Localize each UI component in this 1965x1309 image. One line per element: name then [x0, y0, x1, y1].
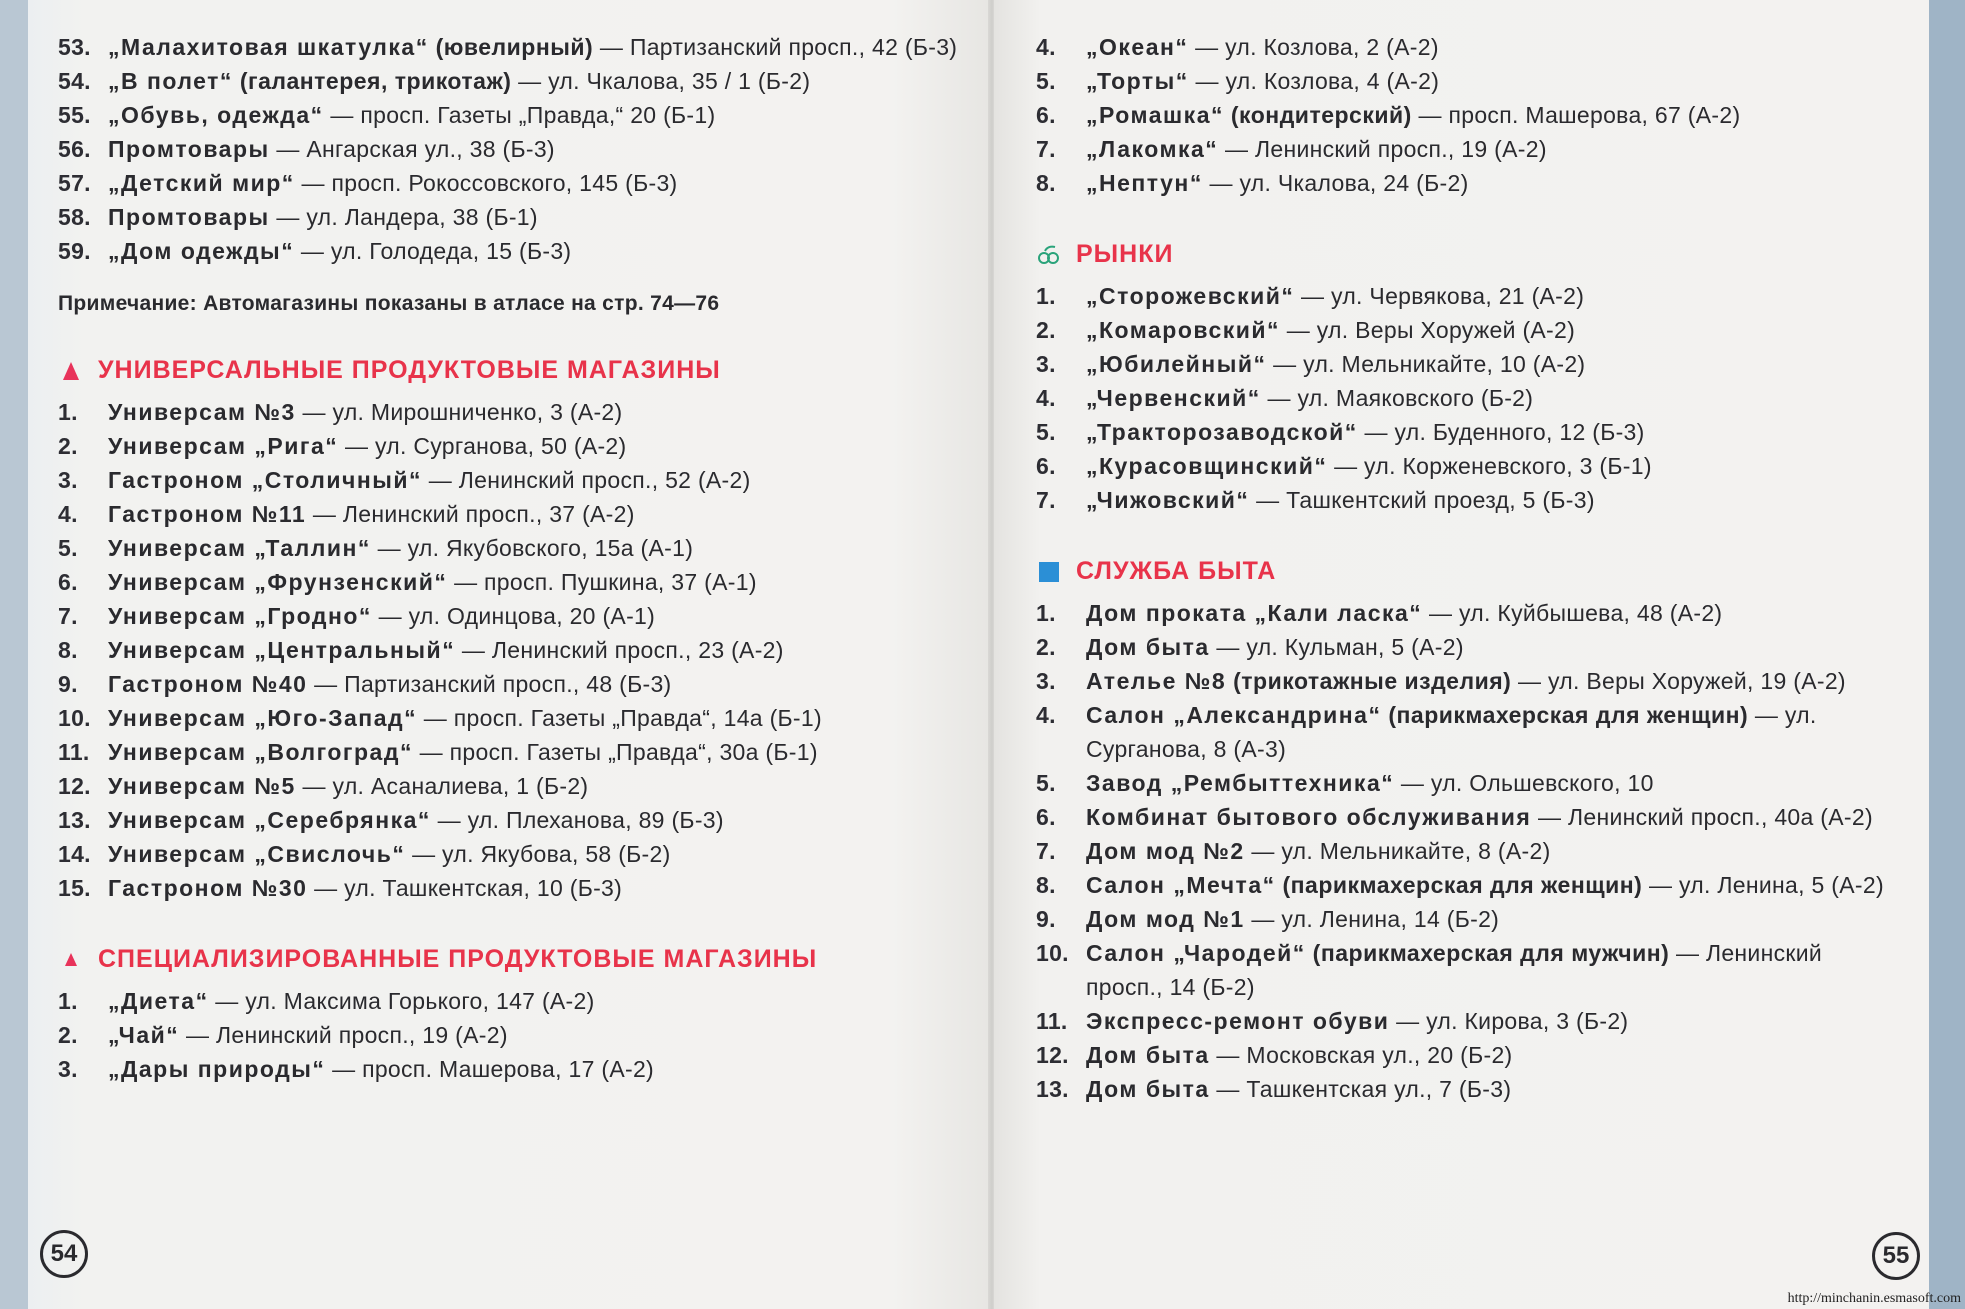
item-address: — Ленинский просп., 52 (А-2) [422, 467, 751, 493]
item-address: — Ташкентский проезд, 5 (Б-3) [1249, 487, 1595, 513]
item-text [1086, 800, 1905, 834]
item-name: Дом быта [1086, 1042, 1210, 1068]
item-number: 5. [1036, 770, 1056, 796]
item-number: 3. [58, 1056, 78, 1082]
item-name: Комбинат бытового обслуживания [1086, 804, 1532, 830]
item-address: — ул. Буденного, 12 (Б-3) [1357, 419, 1645, 445]
item-text [1086, 166, 1905, 200]
list-item [58, 166, 964, 200]
item-name: „Дары природы“ [108, 1056, 326, 1082]
item-number: 58. [58, 204, 91, 230]
item-text [108, 984, 964, 1018]
item-address: — ул. Ленина, 5 (А-2) [1642, 872, 1884, 898]
item-text [108, 599, 964, 633]
item-text [1086, 936, 1905, 1004]
item-name: „Диета“ [108, 988, 209, 1014]
triangle-icon [58, 362, 84, 380]
item-name: Дом проката „Кали ласка“ [1086, 600, 1423, 626]
item-text [1086, 381, 1905, 415]
item-address: — ул. Корженевского, 3 (Б-1) [1327, 453, 1652, 479]
section-title-services [1036, 557, 1905, 586]
list-item [58, 735, 964, 769]
list-item [1036, 347, 1905, 381]
item-number: 1. [1036, 600, 1056, 626]
item-note: (кондитерский) [1224, 102, 1412, 128]
item-text [108, 735, 964, 769]
item-address: — Партизанский просп., 42 (Б-3) [593, 34, 958, 60]
item-text [1086, 313, 1905, 347]
item-text [1086, 1004, 1905, 1038]
item-note: (парикмахерская для женщин) [1275, 872, 1643, 898]
item-note: (трикотажные изделия) [1226, 668, 1512, 694]
list-item [1036, 415, 1905, 449]
item-name: Завод „Рембыттехника“ [1086, 770, 1395, 796]
item-address: — ул. Веры Хоружей (А-2) [1280, 317, 1576, 343]
item-name: „Ромашка“ [1086, 102, 1224, 128]
item-number: 15. [58, 875, 91, 901]
list-item [58, 633, 964, 667]
item-number: 7. [1036, 136, 1056, 162]
item-name: Универсам „Центральный“ [108, 637, 456, 663]
list-item [58, 667, 964, 701]
item-name: „Лакомка“ [1086, 136, 1219, 162]
square-icon [1036, 562, 1062, 582]
item-name: Дом быта [1086, 634, 1210, 660]
item-number: 11. [1036, 1008, 1068, 1034]
item-name: Дом быта [1086, 1076, 1210, 1102]
item-name: Универсам „Рига“ [108, 433, 339, 459]
item-number: 6. [58, 569, 78, 595]
item-address: — ул. Куйбышева, 48 (А-2) [1422, 600, 1723, 626]
item-name: Универсам „Юго-Запад“ [108, 705, 418, 731]
list-item [58, 803, 964, 837]
list-item [58, 30, 964, 64]
list-item [1036, 279, 1905, 313]
item-number: 2. [58, 433, 78, 459]
item-text [108, 497, 964, 531]
page-edge [1929, 0, 1965, 1309]
item-name: Промтовары [108, 136, 270, 162]
item-text [108, 429, 964, 463]
list-item [58, 395, 964, 429]
item-address: — ул. Плеханова, 89 (Б-3) [430, 807, 724, 833]
services-list [1036, 596, 1905, 1106]
item-name: „Детский мир“ [108, 170, 295, 196]
universal-list [58, 395, 964, 905]
list-item [1036, 381, 1905, 415]
item-address: — ул. Ольшевского, 10 [1394, 770, 1654, 796]
item-text [1086, 64, 1905, 98]
list-item [1036, 698, 1905, 766]
item-name: „Комаровский“ [1086, 317, 1281, 343]
item-number: 6. [1036, 453, 1056, 479]
item-name: Универсам „Фрунзенский“ [108, 569, 448, 595]
item-address: — ул. Одинцова, 20 (А-1) [371, 603, 656, 629]
item-address: — Московская ул., 20 (Б-2) [1209, 1042, 1513, 1068]
page-number-right: 55 [1872, 1232, 1920, 1280]
item-address: — просп. Пушкина, 37 (А-1) [447, 569, 757, 595]
item-text [1086, 596, 1905, 630]
item-text [1086, 630, 1905, 664]
item-number: 7. [58, 603, 78, 629]
item-address: — просп. Машерова, 17 (А-2) [325, 1056, 654, 1082]
list-item [1036, 596, 1905, 630]
item-number: 9. [1036, 906, 1056, 932]
item-address: — Ленинский просп., 23 (А-2) [455, 637, 784, 663]
item-number: 5. [1036, 419, 1056, 445]
item-note: (парикмахерская для мужчин) [1305, 940, 1670, 966]
item-number: 9. [58, 671, 78, 697]
item-number: 53. [58, 34, 91, 60]
item-number: 3. [1036, 351, 1056, 377]
item-address: — ул. Сурганова, 8 (А-3) [1086, 702, 1817, 762]
list-item [1036, 630, 1905, 664]
item-text [108, 30, 964, 64]
item-text [108, 701, 964, 735]
item-address: — Партизанский просп., 48 (Б-3) [307, 671, 672, 697]
item-name: Салон „Александрина“ [1086, 702, 1382, 728]
item-address: — ул. Чкалова, 35 / 1 (Б-2) [511, 68, 811, 94]
item-address: — ул. Голодеда, 15 (Б-3) [294, 238, 572, 264]
item-number: 1. [1036, 283, 1056, 309]
item-text [108, 234, 964, 268]
list-item [58, 234, 964, 268]
item-number: 3. [1036, 668, 1056, 694]
item-address: — ул. Асаналиева, 1 (Б-2) [295, 773, 589, 799]
list-item [1036, 483, 1905, 517]
item-address: — ул. Маяковского (Б-2) [1260, 385, 1534, 411]
item-text [1086, 868, 1905, 902]
item-name: „Юбилейный“ [1086, 351, 1267, 377]
section-title-markets [1036, 240, 1905, 269]
list-item [1036, 132, 1905, 166]
item-text [1086, 1038, 1905, 1072]
item-name: Универсам „Свислочь“ [108, 841, 406, 867]
item-name: Салон „Мечта“ [1086, 872, 1276, 898]
item-number: 57. [58, 170, 91, 196]
item-number: 7. [1036, 487, 1056, 513]
section-title-text: СЛУЖБА БЫТА [1076, 557, 1277, 585]
item-text [108, 166, 964, 200]
item-address: — ул. Кульман, 5 (А-2) [1209, 634, 1464, 660]
item-name: Универсам „Серебрянка“ [108, 807, 431, 833]
section-title-universal [58, 356, 964, 385]
item-address: — ул. Мирошниченко, 3 (А-2) [295, 399, 623, 425]
left-page [28, 0, 988, 1309]
item-address: — ул. Чкалова, 24 (Б-2) [1202, 170, 1469, 196]
item-name: Гастроном №11 [108, 501, 307, 527]
list-item [58, 769, 964, 803]
item-address: — Ангарская ул., 38 (Б-3) [269, 136, 555, 162]
item-name: „Сторожевский“ [1086, 283, 1295, 309]
item-text [108, 837, 964, 871]
item-number: 8. [58, 637, 78, 663]
list-item [58, 64, 964, 98]
list-item [1036, 30, 1905, 64]
item-text [108, 667, 964, 701]
item-text [1086, 698, 1905, 766]
item-name: Универсам „Волгоград“ [108, 739, 413, 765]
list-item [58, 565, 964, 599]
right-top-list [1036, 30, 1905, 200]
list-item [1036, 766, 1905, 800]
item-name: Промтовары [108, 204, 270, 230]
item-text [108, 565, 964, 599]
item-number: 54. [58, 68, 91, 94]
item-address: — Ленинский просп., 19 (А-2) [179, 1022, 508, 1048]
section-title-text: РЫНКИ [1076, 240, 1174, 268]
section-title-specialized [58, 945, 964, 974]
item-text [108, 803, 964, 837]
item-text [1086, 834, 1905, 868]
left-top-list [58, 30, 964, 268]
item-text [1086, 1072, 1905, 1106]
item-number: 6. [1036, 102, 1056, 128]
list-item [1036, 868, 1905, 902]
item-address: — ул. Веры Хоружей, 19 (А-2) [1511, 668, 1846, 694]
list-item [1036, 902, 1905, 936]
item-address: — ул. Максима Горького, 147 (А-2) [208, 988, 595, 1014]
item-address: — ул. Козлова, 2 (А-2) [1188, 34, 1439, 60]
item-address: — ул. Якубовского, 15а (А-1) [370, 535, 694, 561]
item-number: 12. [58, 773, 91, 799]
item-number: 8. [1036, 170, 1056, 196]
item-number: 14. [58, 841, 91, 867]
item-number: 7. [1036, 838, 1056, 864]
list-item [58, 132, 964, 166]
item-number: 10. [1036, 940, 1069, 966]
item-name: „Чижовский“ [1086, 487, 1250, 513]
list-item [58, 701, 964, 735]
list-item [58, 837, 964, 871]
list-item [58, 429, 964, 463]
item-text [1086, 415, 1905, 449]
item-name: Универсам „Гродно“ [108, 603, 372, 629]
item-number: 5. [58, 535, 78, 561]
note-text: Примечание: Автомагазины показаны в атласе на стр. 74—76 [58, 292, 720, 315]
list-item [1036, 313, 1905, 347]
item-number: 4. [1036, 34, 1056, 60]
item-name: Универсам №5 [108, 773, 296, 799]
item-number: 1. [58, 399, 78, 425]
item-name: Универсам №3 [108, 399, 296, 425]
cherries-icon [1036, 245, 1062, 265]
section-title-text: СПЕЦИАЛИЗИРОВАННЫЕ ПРОДУКТОВЫЕ МАГАЗИНЫ [98, 945, 818, 973]
list-item [1036, 800, 1905, 834]
item-number: 3. [58, 467, 78, 493]
item-number: 59. [58, 238, 91, 264]
list-item [1036, 1072, 1905, 1106]
list-item [1036, 64, 1905, 98]
item-number: 56. [58, 136, 91, 162]
item-note: (ювелирный) [428, 34, 594, 60]
item-name: „В полет“ [108, 68, 233, 94]
list-item [58, 871, 964, 905]
item-text [1086, 132, 1905, 166]
item-text [1086, 483, 1905, 517]
item-text [108, 395, 964, 429]
item-address: — просп. Рокоссовского, 145 (Б-3) [294, 170, 678, 196]
list-item [1036, 936, 1905, 1004]
item-text [1086, 30, 1905, 64]
item-name: Гастроном „Столичный“ [108, 467, 423, 493]
list-item [58, 463, 964, 497]
list-item [1036, 664, 1905, 698]
list-item [1036, 1004, 1905, 1038]
item-number: 2. [1036, 317, 1056, 343]
item-number: 1. [58, 988, 78, 1014]
triangle-icon [58, 953, 84, 966]
item-name: „Курасовщинский“ [1086, 453, 1328, 479]
list-item [58, 984, 964, 1018]
item-text [1086, 279, 1905, 313]
list-item [58, 1018, 964, 1052]
item-text [1086, 902, 1905, 936]
list-item [1036, 166, 1905, 200]
item-text [108, 531, 964, 565]
item-number: 6. [1036, 804, 1056, 830]
right-page [994, 0, 1929, 1309]
item-address: — Ленинский просп., 14 (Б-2) [1086, 940, 1823, 1000]
item-address: — ул. Ландера, 38 (Б-1) [269, 204, 538, 230]
item-address: — просп. Газеты „Правда,“ 20 (Б-1) [323, 102, 716, 128]
markets-list [1036, 279, 1905, 517]
list-item [1036, 834, 1905, 868]
item-name: „Торты“ [1086, 68, 1189, 94]
item-address: — ул. Ташкентская, 10 (Б-3) [307, 875, 623, 901]
item-name: Гастроном №40 [108, 671, 308, 697]
item-text [108, 871, 964, 905]
item-number: 2. [1036, 634, 1056, 660]
item-address: — ул. Ленина, 14 (Б-2) [1244, 906, 1500, 932]
item-address: — ул. Мельникайте, 8 (А-2) [1244, 838, 1551, 864]
item-note: (парикмахерская для женщин) [1381, 702, 1749, 728]
item-address: — ул. Мельникайте, 10 (А-2) [1266, 351, 1586, 377]
list-item [1036, 98, 1905, 132]
list-item [58, 497, 964, 531]
item-address: — ул. Якубова, 58 (Б-2) [405, 841, 671, 867]
watermark-url: http://minchanin.esmasoft.com [1787, 1291, 1961, 1306]
item-name: Ателье №8 [1086, 668, 1227, 694]
item-name: Универсам „Таллин“ [108, 535, 371, 561]
item-name: Салон „Чародей“ [1086, 940, 1306, 966]
item-number: 12. [1036, 1042, 1069, 1068]
item-number: 5. [1036, 68, 1056, 94]
item-name: Дом мод №1 [1086, 906, 1245, 932]
list-item [58, 98, 964, 132]
item-address: — ул. Кирова, 3 (Б-2) [1389, 1008, 1629, 1034]
item-number: 4. [1036, 385, 1056, 411]
item-name: „Малахитовая шкатулка“ [108, 34, 429, 60]
item-name: „Нептун“ [1086, 170, 1203, 196]
list-item [58, 531, 964, 565]
item-name: „Обувь, одежда“ [108, 102, 324, 128]
item-name: „Чай“ [108, 1022, 180, 1048]
list-item [58, 599, 964, 633]
item-address: — Ленинский просп., 19 (А-2) [1218, 136, 1547, 162]
item-name: „Червенский“ [1086, 385, 1261, 411]
list-item [1036, 449, 1905, 483]
item-text [108, 1018, 964, 1052]
item-number: 55. [58, 102, 91, 128]
item-name: „Дом одежды“ [108, 238, 295, 264]
list-item [58, 200, 964, 234]
item-name: Гастроном №30 [108, 875, 308, 901]
list-item [58, 1052, 964, 1086]
item-text [108, 200, 964, 234]
item-address: — просп. Газеты „Правда“, 30а (Б-1) [412, 739, 818, 765]
item-number: 13. [1036, 1076, 1069, 1102]
item-address: — просп. Газеты „Правда“, 14а (Б-1) [417, 705, 822, 731]
item-name: „Тракторозаводской“ [1086, 419, 1358, 445]
item-address: — ул. Сурганова, 50 (А-2) [338, 433, 627, 459]
item-text [108, 463, 964, 497]
item-text [108, 769, 964, 803]
item-text [108, 132, 964, 166]
item-text [108, 64, 964, 98]
item-text [1086, 449, 1905, 483]
item-text [1086, 347, 1905, 381]
item-text [108, 1052, 964, 1086]
item-address: — ул. Червякова, 21 (А-2) [1294, 283, 1585, 309]
item-number: 4. [58, 501, 78, 527]
item-address: — ул. Козлова, 4 (А-2) [1188, 68, 1440, 94]
item-address: — просп. Машерова, 67 (А-2) [1411, 102, 1741, 128]
item-name: „Океан“ [1086, 34, 1189, 60]
item-name: Дом мод №2 [1086, 838, 1245, 864]
item-text [108, 633, 964, 667]
item-number: 4. [1036, 702, 1056, 728]
specialized-list [58, 984, 964, 1086]
item-text [1086, 664, 1905, 698]
item-text [1086, 98, 1905, 132]
item-address: — Ленинский просп., 37 (А-2) [306, 501, 635, 527]
list-item [1036, 1038, 1905, 1072]
item-text [108, 98, 964, 132]
item-name: Экспресс-ремонт обуви [1086, 1008, 1390, 1034]
item-number: 13. [58, 807, 91, 833]
item-number: 10. [58, 705, 91, 731]
item-note: (галантерея, трикотаж) [232, 68, 512, 94]
section-title-text: УНИВЕРСАЛЬНЫЕ ПРОДУКТОВЫЕ МАГАЗИНЫ [98, 356, 721, 384]
item-text [1086, 766, 1905, 800]
page-number-left: 54 [40, 1230, 88, 1278]
item-number: 8. [1036, 872, 1056, 898]
item-address: — Ленинский просп., 40а (А-2) [1531, 804, 1873, 830]
item-number: 2. [58, 1022, 78, 1048]
item-address: — Ташкентская ул., 7 (Б-3) [1209, 1076, 1512, 1102]
item-number: 11. [58, 739, 90, 765]
